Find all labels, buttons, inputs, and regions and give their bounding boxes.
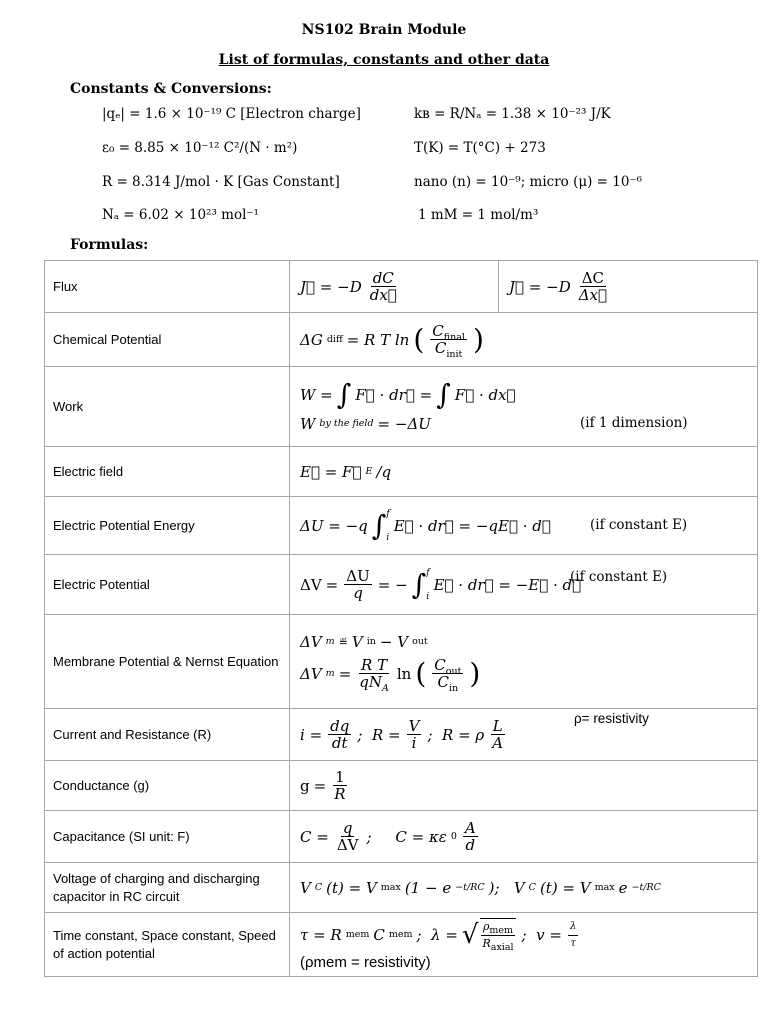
boltzmann-constant: kʙ = R/Nₐ = 1.38 × 10⁻²³ J/K (414, 106, 611, 122)
formulas-heading: Formulas: (70, 237, 149, 253)
table-row (45, 811, 758, 863)
row-label: Flux (45, 261, 290, 313)
prefix-conversion: nano (n) = 10⁻⁹; micro (μ) = 10⁻⁶ (414, 174, 643, 190)
page-subtitle: List of formulas, constants and other data (218, 52, 550, 68)
conductance-formula: g = $\frac{1}{R}$ (290, 761, 758, 811)
row-label: Electric Potential Energy (45, 497, 290, 555)
chemical-potential-formula: ΔG diff = R T ln ( $\frac{C_{final}}{C_{init}}$ ) (290, 313, 758, 367)
table-row (45, 497, 758, 555)
flux-formula-differential: J⃗ = −D $\frac{dC}{dx⃗}$ (290, 261, 499, 313)
row-label: Electric field (45, 447, 290, 497)
table-row (45, 761, 758, 811)
row-label: Capacitance (SI unit: F) (45, 811, 290, 863)
row-label: Work (45, 367, 290, 447)
epsilon0-constant: ε₀ = 8.85 × 10⁻¹² C²/(N · m²) (102, 140, 298, 156)
rc-circuit-formula: V C (t) = V max (1 − e −t/RC ); V C (t) = V max e −t/RC (290, 863, 758, 913)
flux-formula-discrete: J⃗ = −D $\frac{\Delta C}{\Delta x⃗}$ (499, 261, 758, 313)
table-row (45, 447, 758, 497)
table-row (45, 615, 758, 709)
row-label: Current and Resistance (R) (45, 709, 290, 761)
table-row (45, 313, 758, 367)
gas-constant: R = 8.314 J/mol · K [Gas Constant] (102, 174, 340, 190)
table-row (45, 913, 758, 977)
current-resistance-formula: i = $\frac{dq}{dt}$ ; R = $\frac{V}{i}$ ; R = ρ $\frac{L}{A}$ ρ= resistivity (290, 709, 758, 761)
electron-charge-constant: |qₑ| = 1.6 × 10⁻¹⁹ C [Electron charge] (102, 106, 361, 122)
constants-heading: Constants & Conversions: (70, 81, 272, 97)
table-row (45, 555, 758, 615)
electric-potential-formula: ΔV = $\frac{\Delta U}{q}$ = − ∫ f i E⃗ · dr⃗ = −E⃗ · d⃗ (if constant E) (290, 555, 758, 615)
row-label: Membrane Potential & Nernst Equation (45, 615, 290, 709)
table-row (45, 709, 758, 761)
row-label: Time constant, Space constant, Speed of action potential (45, 913, 290, 977)
page-title: NS102 Brain Module (301, 22, 467, 38)
avogadro-constant: Nₐ = 6.02 × 10²³ mol⁻¹ (102, 207, 259, 223)
electric-field-formula: E⃗ = F⃗ E /q (290, 447, 758, 497)
time-constant-formula: τ = R mem C mem ; λ = √ $\frac{\rho_{mem}}{R_{axial}}$ ; v = $\frac{\lambda}{\tau}$ (ρmem = resistivity) (290, 913, 758, 977)
electric-potential-note: (if constant E) (570, 569, 668, 585)
membrane-potential-formula: ΔV m ≝ V in − V out ΔV m = $\frac{\text{R T}}{qN_A}$ ln ( $\frac{C_{out}}{C_{in}}$ ) (290, 615, 758, 709)
resistivity-def: (ρmem = resistivity) (300, 954, 431, 971)
electric-potential-energy-formula: ΔU = −q ∫ f i E⃗ · dr⃗ = −qE⃗ · d⃗ (if constant E) (290, 497, 758, 555)
formulas-table (44, 260, 758, 977)
table-row (45, 863, 758, 913)
table-row (45, 261, 758, 313)
work-note: (if 1 dimension) (580, 415, 688, 431)
work-formula: W = ∫ F⃗ · dr⃗ = ∫ F⃗ · dx⃗ W by the field = −ΔU (if 1 dimension) (290, 367, 758, 447)
row-label: Voltage of charging and discharging capacitor in RC circuit (45, 863, 290, 913)
capacitance-formula: C = $\frac{q}{\Delta V}$ ; C = κε 0 $\frac{A}{d}$ (290, 811, 758, 863)
electric-potential-energy-note: (if constant E) (590, 517, 688, 533)
row-label: Conductance (g) (45, 761, 290, 811)
row-label: Chemical Potential (45, 313, 290, 367)
row-label: Electric Potential (45, 555, 290, 615)
millimolar-conversion: 1 mM = 1 mol/m³ (418, 207, 539, 223)
table-row (45, 367, 758, 447)
resistivity-note: ρ= resistivity (574, 711, 649, 726)
kelvin-conversion: T(K) = T(°C) + 273 (414, 140, 546, 156)
